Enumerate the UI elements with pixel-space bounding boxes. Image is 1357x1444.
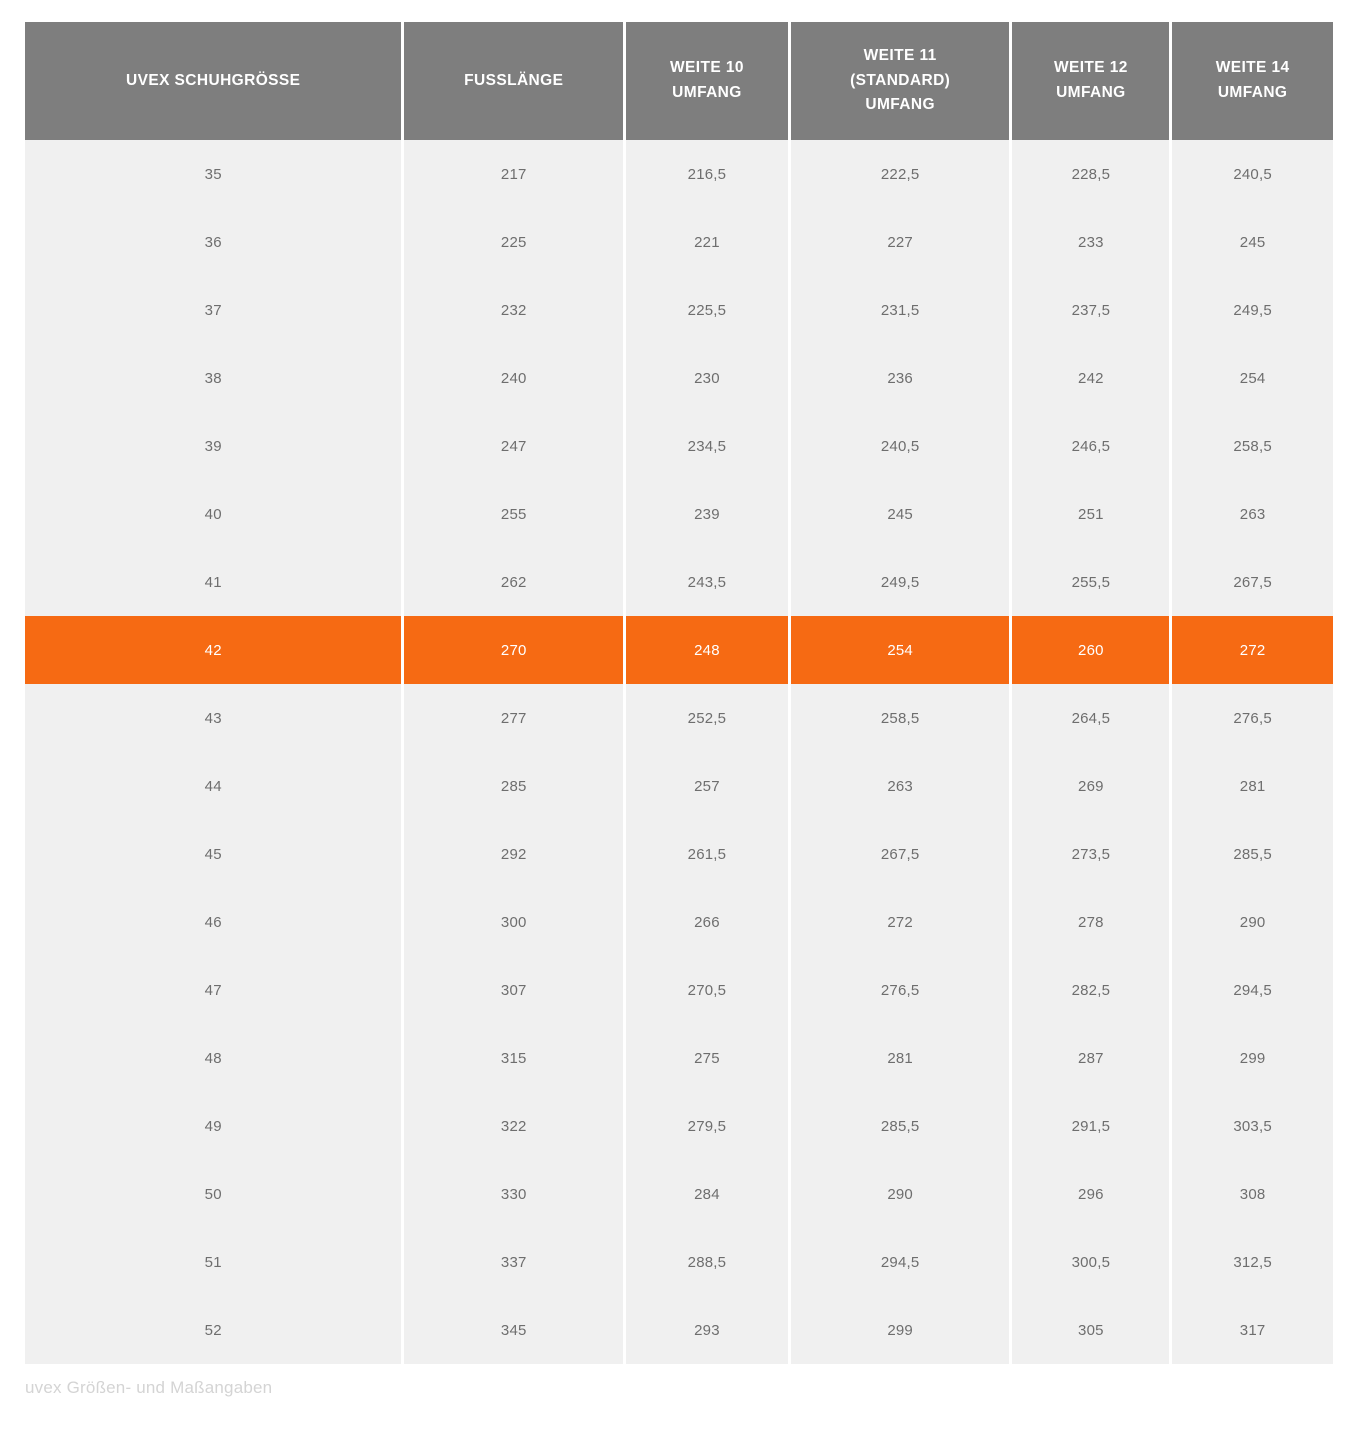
table-cell: 299: [1172, 1024, 1333, 1092]
table-cell: 300,5: [1012, 1228, 1169, 1296]
table-cell: 275: [626, 1024, 788, 1092]
table-cell: 345: [404, 1296, 623, 1364]
table-row[interactable]: [25, 412, 1333, 480]
table-row[interactable]: [25, 1024, 1333, 1092]
table-cell: 315: [404, 1024, 623, 1092]
table-cell: 242: [1012, 344, 1169, 412]
column-header-label: UMFANG: [1056, 84, 1126, 101]
column-header-schuhgroesse: [25, 22, 401, 140]
table-cell: 35: [25, 140, 401, 208]
table-cell: 337: [404, 1228, 623, 1296]
table-cell: 312,5: [1172, 1228, 1333, 1296]
table-cell: 294,5: [791, 1228, 1010, 1296]
column-header-weite-11: [791, 22, 1010, 140]
table-cell: 294,5: [1172, 956, 1333, 1024]
table-cell: 254: [1172, 344, 1333, 412]
table-cell: 251: [1012, 480, 1169, 548]
table-cell: 272: [1172, 616, 1333, 684]
table-cell: 245: [791, 480, 1010, 548]
table-cell: 257: [626, 752, 788, 820]
table-cell: 263: [1172, 480, 1333, 548]
table-cell: 243,5: [626, 548, 788, 616]
table-cell: 281: [791, 1024, 1010, 1092]
table-cell: 49: [25, 1092, 401, 1160]
column-header-label: WEITE 14: [1215, 59, 1290, 77]
table-cell: 221: [626, 208, 788, 276]
table-cell: 273,5: [1012, 820, 1169, 888]
table-cell: 39: [25, 412, 401, 480]
table-cell: 50: [25, 1160, 401, 1228]
table-cell: 246,5: [1012, 412, 1169, 480]
table-row[interactable]: [25, 956, 1333, 1024]
table-cell: 248: [626, 616, 788, 684]
table-cell: 44: [25, 752, 401, 820]
table-row[interactable]: [25, 208, 1333, 276]
table-cell: 269: [1012, 752, 1169, 820]
table-cell: 270: [404, 616, 623, 684]
table-cell: 277: [404, 684, 623, 752]
table-cell: 293: [626, 1296, 788, 1364]
table-cell: 285: [404, 752, 623, 820]
table-cell: 258,5: [1172, 412, 1333, 480]
table-cell: 236: [791, 344, 1010, 412]
table-cell: 317: [1172, 1296, 1333, 1364]
table-cell: 48: [25, 1024, 401, 1092]
table-cell: 279,5: [626, 1092, 788, 1160]
table-cell: 240: [404, 344, 623, 412]
table-row[interactable]: [25, 1092, 1333, 1160]
table-cell: 276,5: [791, 956, 1010, 1024]
table-cell: 290: [791, 1160, 1010, 1228]
table-cell: 234,5: [626, 412, 788, 480]
table-cell: 270,5: [626, 956, 788, 1024]
table-cell: 296: [1012, 1160, 1169, 1228]
table-cell: 278: [1012, 888, 1169, 956]
table-row[interactable]: [25, 480, 1333, 548]
table-cell: 52: [25, 1296, 401, 1364]
table-cell: 227: [791, 208, 1010, 276]
table-cell: 322: [404, 1092, 623, 1160]
table-cell: 232: [404, 276, 623, 344]
table-cell: 308: [1172, 1160, 1333, 1228]
table-body: [25, 140, 1333, 1364]
table-cell: 261,5: [626, 820, 788, 888]
column-header-label: WEITE 12: [1053, 59, 1128, 77]
table-cell: 240,5: [791, 412, 1010, 480]
table-cell: 37: [25, 276, 401, 344]
column-header-label: (STANDARD): [850, 71, 951, 89]
table-cell: 247: [404, 412, 623, 480]
table-row[interactable]: [25, 820, 1333, 888]
table-row[interactable]: [25, 548, 1333, 616]
table-cell: 254: [791, 616, 1010, 684]
table-cell: 266: [626, 888, 788, 956]
table-row[interactable]: [25, 276, 1333, 344]
table-row[interactable]: [25, 140, 1333, 208]
table-cell: 228,5: [1012, 140, 1169, 208]
table-cell: 252,5: [626, 684, 788, 752]
table-cell: 282,5: [1012, 956, 1169, 1024]
table-cell: 272: [791, 888, 1010, 956]
table-cell: 237,5: [1012, 276, 1169, 344]
table-cell: 36: [25, 208, 401, 276]
table-cell: 225: [404, 208, 623, 276]
table-cell: 276,5: [1172, 684, 1333, 752]
table-row[interactable]: [25, 752, 1333, 820]
table-cell: 240,5: [1172, 140, 1333, 208]
table-cell: 249,5: [1172, 276, 1333, 344]
table-cell: 288,5: [626, 1228, 788, 1296]
table-cell: 51: [25, 1228, 401, 1296]
table-cell: 41: [25, 548, 401, 616]
column-header-label: UMFANG: [865, 96, 935, 114]
size-table: [25, 22, 1333, 1364]
table-row[interactable]: [25, 888, 1333, 956]
table-cell: 263: [791, 752, 1010, 820]
table-cell: 217: [404, 140, 623, 208]
table-cell: 40: [25, 480, 401, 548]
table-cell: 267,5: [1172, 548, 1333, 616]
table-cell: 285,5: [791, 1092, 1010, 1160]
table-cell: 281: [1172, 752, 1333, 820]
table-cell: 222,5: [791, 140, 1010, 208]
table-cell: 305: [1012, 1296, 1169, 1364]
table-cell: 249,5: [791, 548, 1010, 616]
table-cell: 300: [404, 888, 623, 956]
table-row[interactable]: [25, 1160, 1333, 1228]
table-cell: 225,5: [626, 276, 788, 344]
table-cell: 255: [404, 480, 623, 548]
column-header-label: WEITE 10: [670, 59, 744, 77]
table-cell: 285,5: [1172, 820, 1333, 888]
table-cell: 287: [1012, 1024, 1169, 1092]
table-cell: 264,5: [1012, 684, 1169, 752]
table-row[interactable]: [25, 344, 1333, 412]
table-caption: uvex Größen- und Maßangaben: [25, 1378, 273, 1397]
table-cell: 260: [1012, 616, 1169, 684]
table-cell: 292: [404, 820, 623, 888]
table-cell: 284: [626, 1160, 788, 1228]
table-cell: 239: [626, 480, 788, 548]
table-cell: 233: [1012, 208, 1169, 276]
table-row[interactable]: [25, 1296, 1333, 1364]
table-cell: 258,5: [791, 684, 1010, 752]
column-header-label: UMFANG: [1217, 84, 1288, 101]
table-cell: 230: [626, 344, 788, 412]
header-row: [25, 22, 1333, 140]
table-cell: 330: [404, 1160, 623, 1228]
table-cell: 231,5: [791, 276, 1010, 344]
column-header-fusslaenge: [404, 22, 623, 140]
table-cell: 245: [1172, 208, 1333, 276]
column-header-weite-14: [1172, 22, 1333, 140]
table-row-selected[interactable]: [25, 616, 1333, 684]
table-cell: 45: [25, 820, 401, 888]
table-cell: 303,5: [1172, 1092, 1333, 1160]
table-cell: 262: [404, 548, 623, 616]
column-header-label: WEITE 11: [863, 46, 937, 64]
table-cell: 255,5: [1012, 548, 1169, 616]
column-header-label: FUSSLÄNGE: [464, 71, 564, 89]
column-header-label: UMFANG: [672, 84, 742, 101]
column-header-label: UVEX SCHUHGRÖSSE: [126, 71, 301, 89]
table-cell: 216,5: [626, 140, 788, 208]
table-cell: 47: [25, 956, 401, 1024]
table-cell: 307: [404, 956, 623, 1024]
table-cell: 267,5: [791, 820, 1010, 888]
table-cell: 46: [25, 888, 401, 956]
table-row[interactable]: [25, 684, 1333, 752]
table-cell: 43: [25, 684, 401, 752]
column-header-weite-12: [1012, 22, 1169, 140]
table-cell: 38: [25, 344, 401, 412]
table-cell: 42: [25, 616, 401, 684]
column-header-weite-10: [626, 22, 788, 140]
table-cell: 291,5: [1012, 1092, 1169, 1160]
table-cell: 290: [1172, 888, 1333, 956]
table-cell: 299: [791, 1296, 1010, 1364]
table-row[interactable]: [25, 1228, 1333, 1296]
